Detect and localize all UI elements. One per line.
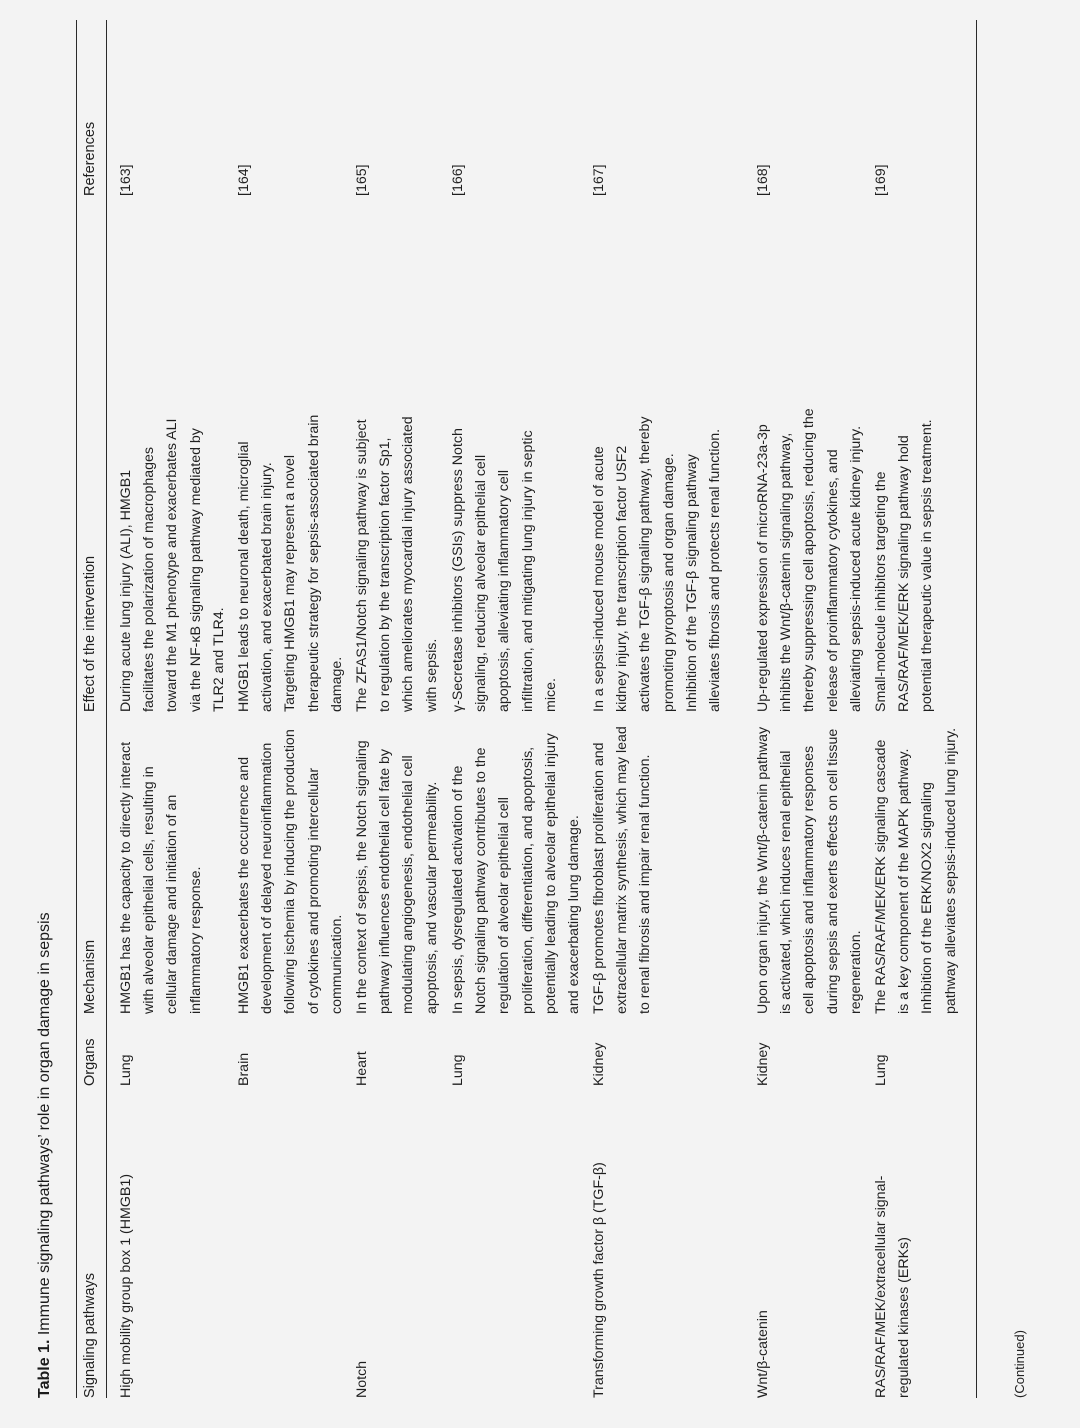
cell-pathway: Transforming growth factor β (TGF-β) (591, 1162, 607, 1398)
table-label: Table 1. (36, 1339, 53, 1398)
cell-mechanism: HMGB1 exacerbates the occurrence and development of delayed neuroinflammation following ischemia by inducing the production of cytokines and promoting intercellular communication. (236, 729, 345, 1014)
cell-reference: [163] (118, 164, 134, 196)
cell-mechanism: TGF-β promotes fibroblast proliferation and extracellular matrix synthesis, which may lead to renal fibrosis and impair renal function. (591, 726, 654, 1014)
cell-effect: The ZFAS1/Notch signaling pathway is subject to regulation by the transcription factor Sp1, which ameliorates myocardial injury associated with sepsis. (354, 416, 440, 712)
cell-organ: Kidney (755, 1042, 771, 1086)
cell-reference: [169] (873, 164, 889, 196)
cell-pathway: RAS/RAF/MEK/extracellular signal-regulated kinases (ERKs) (873, 1175, 913, 1398)
table-header-rule (106, 20, 107, 1398)
header-effect: Effect of the intervention (82, 555, 98, 712)
cell-reference: [168] (755, 164, 771, 196)
cell-mechanism: Upon organ injury, the Wnt/β-catenin pathway is activated, which induces renal epithelial cell apoptosis and inflammatory responses during sepsis and exerts effects on cell tissue regeneration. (755, 726, 864, 1014)
table-top-rule (76, 20, 77, 1398)
cell-reference: [167] (591, 164, 607, 196)
cell-effect: During acute lung injury (ALI), HMGB1 facilitates the polarization of macrophages toward the M1 phenotype and exacerbates ALI via the NF-κB signaling pathway mediated by TLR2 and TLR4. (118, 418, 227, 712)
cell-reference: [164] (236, 164, 252, 196)
cell-organ: Heart (354, 1051, 370, 1086)
cell-effect: In a sepsis-induced mouse model of acute kidney injury, the transcription factor USF2 activates the TGF-β signaling pathway, thereby promoting pyroptosis and organ damage. Inhibition of the TGF-β signaling pathway alleviates fibrosis and protects renal function. (591, 416, 724, 712)
cell-effect: γ-Secretase inhibitors (GSIs) suppress Notch signaling, reducing alveolar epithelial cell apoptosis, alleviating inflammatory cell infiltration, and mitigating lung injury in septic mice. (450, 428, 559, 712)
header-references: References (82, 121, 98, 196)
cell-reference: [165] (354, 164, 370, 196)
cell-mechanism: In sepsis, dysregulated activation of the Notch signaling pathway contributes to the regulation of alveolar epithelial cell proliferation, differentiation, and apoptosis, potentially leading to alveolar epithelial injury and exacerbating lung damage. (450, 733, 583, 1014)
cell-mechanism: In the context of sepsis, the Notch signaling pathway influences endothelial cell fate by modulating angiogenesis, endothelial cell apoptosis, and vascular permeability. (354, 740, 440, 1014)
cell-pathway: Notch (354, 1360, 370, 1398)
cell-pathway: Wnt/β-catenin (755, 1310, 771, 1398)
cell-organ: Lung (873, 1054, 889, 1086)
table-bottom-rule (976, 20, 977, 1398)
cell-organ: Lung (118, 1054, 134, 1086)
cell-mechanism: The RAS/RAF/MEK/ERK signaling cascade is a key component of the MAPK pathway. Inhibition of the ERK/NOX2 signaling pathway alleviates sepsis-induced lung injury. (873, 727, 959, 1014)
cell-mechanism: HMGB1 has the capacity to directly interact with alveolar epithelial cells, resulting in cellular damage and initiation of an inflammatory response. (118, 741, 204, 1014)
continued-note: (Continued) (1012, 1330, 1027, 1398)
cell-effect: Small-molecule inhibitors targeting the RAS/RAF/MEK/ERK signaling pathway hold potential therapeutic value in sepsis treatment. (873, 419, 936, 712)
cell-pathway: High mobility group box 1 (HMGB1) (118, 1174, 134, 1398)
header-mechanism: Mechanism (82, 939, 98, 1014)
table-title: Immune signaling pathways’ role in organ damage in sepsis (36, 912, 53, 1336)
header-signaling-pathways: Signaling pathways (82, 1273, 98, 1398)
header-organs: Organs (82, 1038, 98, 1086)
cell-organ: Brain (236, 1052, 252, 1086)
cell-organ: Lung (450, 1054, 466, 1086)
table-caption (36, 912, 54, 1398)
cell-organ: Kidney (591, 1042, 607, 1086)
cell-effect: HMGB1 leads to neuronal death, microglial activation, and exacerbated brain injury. Targeting HMGB1 may represent a novel therapeutic strategy for sepsis-associated brain damage. (236, 414, 345, 712)
cell-effect: Up-regulated expression of microRNA-23a-3p inhibits the Wnt/β-catenin signaling pathway, thereby suppressing cell apoptosis, reducing the release of proinflammatory cytokines, and alleviating sepsis-induced acute kidney injury. (755, 408, 864, 712)
cell-reference: [166] (450, 164, 466, 196)
